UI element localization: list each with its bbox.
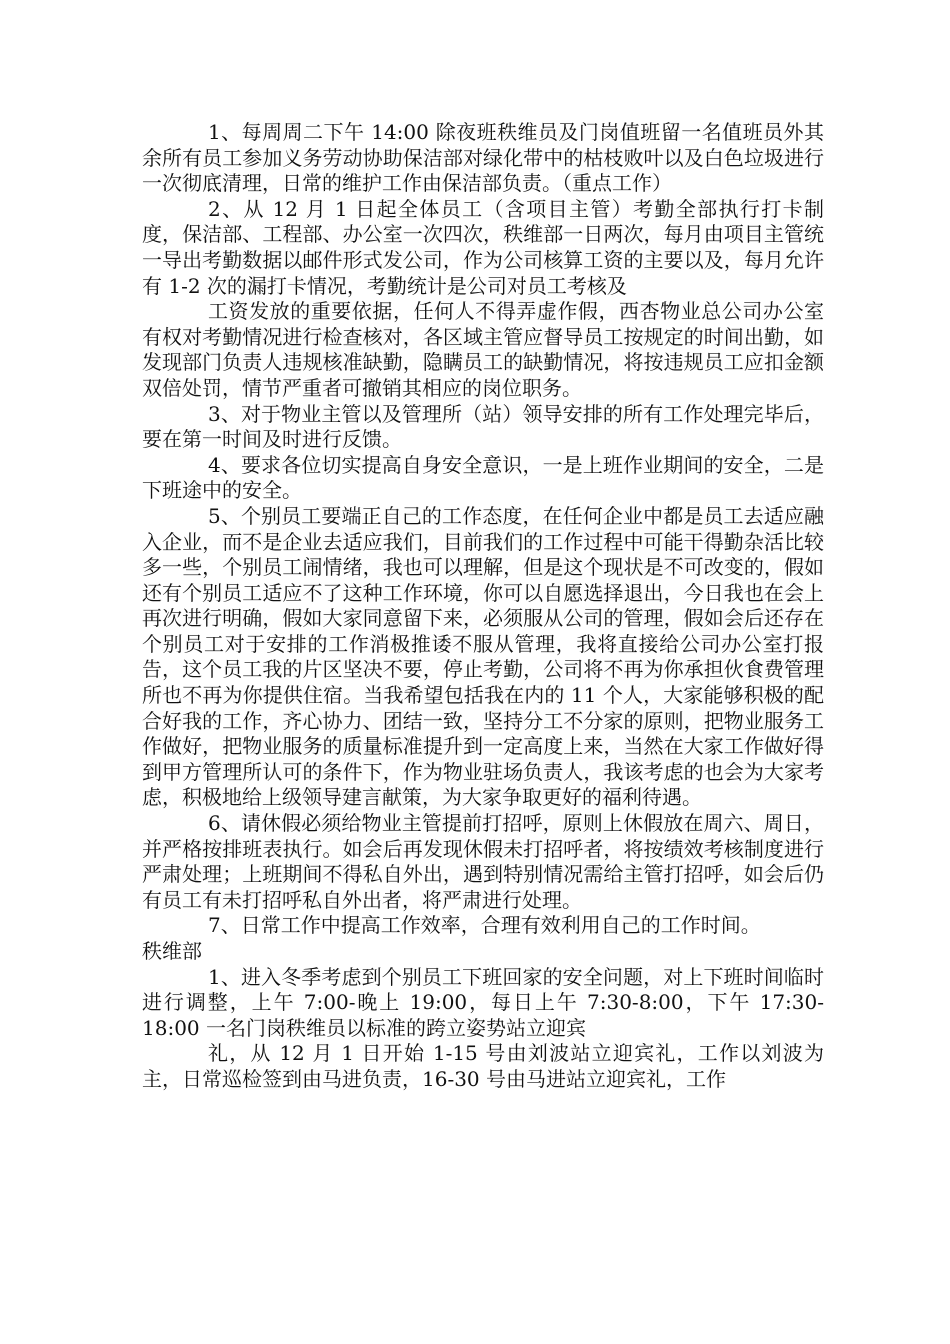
section-paragraph-1: 1、进入冬季考虑到个别员工下班回家的安全问题，对上下班时间临时进行调整，上午 7:00-晚上 19:00，每日上午 7:30-8:00，下午 17:30-18:00 一名门岗秩维员以标准的跨立姿势站立迎宾: [142, 964, 824, 1040]
paragraph-6: 6、请休假必须给物业主管提前打招呼，原则上休假放在周六、周日，并严格按排班表执行。如会后再发现休假未打招呼者，将按绩效考核制度进行严肃处理；上班期间不得私自外出，遇到特别情况需给主管打招呼，如会后仍有员工有未打招呼私自外出者，将严肃进行处理。: [142, 811, 824, 912]
paragraph-2: 2、从 12 月 1 日起全体员工（含项目主管）考勤全部执行打卡制度，保洁部、工程部、办公室一次四次，秩维部一日两次，每月由项目主管统一导出考勤数据以邮件形式发公司，作为公司核算工资的主要以及，每月允许有 1-2 次的漏打卡情况，考勤统计是公司对员工考核及: [142, 196, 824, 298]
paragraph-5: 5、个别员工要端正自己的工作态度，在任何企业中都是员工去适应融入企业，而不是企业去适应我们，目前我们的工作过程中可能干得勤杂活比较多一些，个别员工闹情绪，我也可以理解，但是这个现状是不可改变的，假如还有个别员工适应不了这种工作环境，你可以自愿选择退出，今日我也在会上再次进行明确，假如大家同意留下来，必须服从公司的管理，假如会后还存在个别员工对于安排的工作消极推诿不服从管理，我将直接给公司办公室打报告，这个员工我的片区坚决不要，停止考勤，公司将不再为你承担伙食费管理所也不再为你提供住宿。当我希望包括我在内的 11 个人，大家能够积极的配合好我的工作，齐心协力、团结一致，坚持分工不分家的原则，把物业服务工作做好，把物业服务的质量标准提升到一定高度上来，当然在大家工作做好得到甲方管理所认可的条件下，作为物业驻场负责人，我该考虑的也会为大家考虑，积极地给上级领导建言献策，为大家争取更好的福利待遇。: [142, 503, 824, 810]
document-body: [142, 120, 824, 1093]
paragraph-2-continued: 工资发放的重要依据，任何人不得弄虚作假，西杏物业总公司办公室有权对考勤情况进行检查核对，各区域主管应督导员工按规定的时间出勤，如发现部门负责人违规核准缺勤，隐瞒员工的缺勤情况，将按违规员工应扣金额双倍处罚，情节严重者可撤销其相应的岗位职务。: [142, 299, 824, 400]
section-heading: 秩维部: [142, 939, 202, 963]
paragraph-4: 4、要求各位切实提高自身安全意识，一是上班作业期间的安全，二是下班途中的安全。: [142, 452, 824, 503]
section-paragraph-1-continued: 礼，从 12 月 1 日开始 1-15 号由刘波站立迎宾礼，工作以刘波为主，日常巡检签到由马进负责，16-30 号由马进站立迎宾礼，工作: [142, 1041, 824, 1091]
paragraph-1: 1、每周周二下午 14:00 除夜班秩维员及门岗值班留一名值班员外其余所有员工参加义务劳动协助保洁部对绿化带中的枯枝败叶以及白色垃圾进行一次彻底清理，日常的维护工作由保洁部负责。（重点工作）: [142, 120, 824, 196]
paragraph-7: 7、日常工作中提高工作效率，合理有效利用自己的工作时间。: [208, 913, 761, 938]
paragraph-3: 3、对于物业主管以及管理所（站）领导安排的所有工作处理完毕后，要在第一时间及时进行反馈。: [142, 401, 824, 452]
